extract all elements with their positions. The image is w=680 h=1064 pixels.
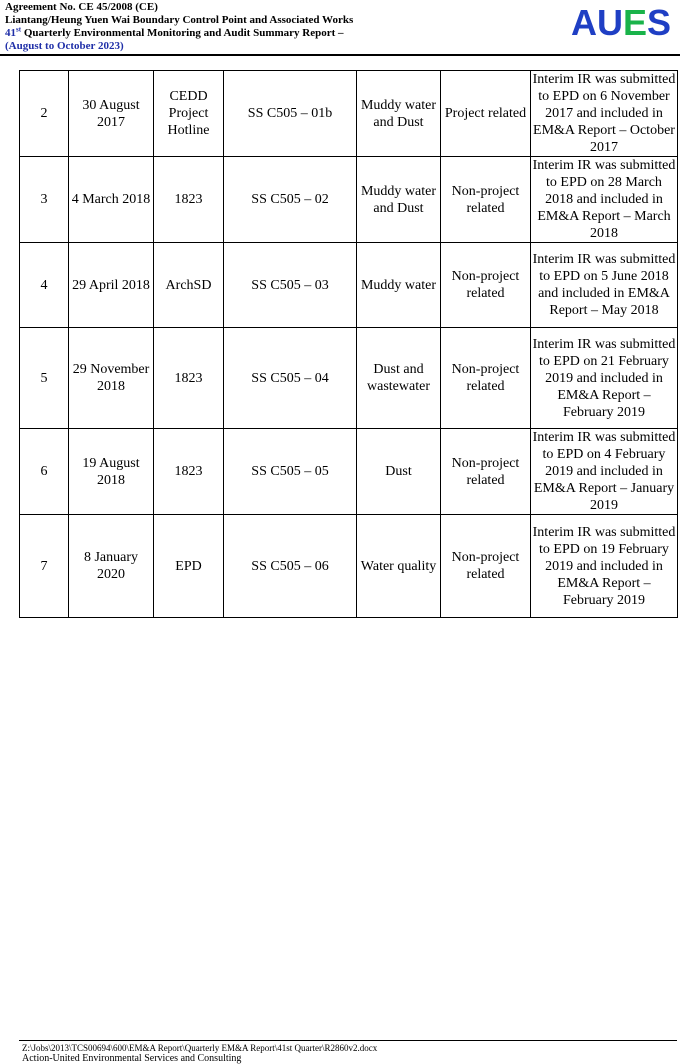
reference-cell: SS C505 – 05: [224, 429, 357, 515]
reference-cell: SS C505 – 01b: [224, 71, 357, 157]
remarks-cell: Interim IR was submitted to EPD on 21 February 2019 and included in EM&A Report – February 2019: [531, 328, 678, 429]
date-cell: 19 August 2018: [69, 429, 154, 515]
table-row: [20, 429, 678, 515]
table-row: [20, 515, 678, 618]
logo-letter-u: U: [596, 2, 623, 43]
remarks-cell: Interim IR was submitted to EPD on 4 February 2019 and included in EM&A Report – January 2019: [531, 429, 678, 515]
source-cell: 1823: [154, 429, 224, 515]
date-cell: 29 April 2018: [69, 243, 154, 328]
logo-letter-e: E: [622, 2, 647, 43]
status-cell: Non-project related: [441, 429, 531, 515]
reference-cell: SS C505 – 06: [224, 515, 357, 618]
row-number: 5: [20, 328, 69, 429]
reference-cell: SS C505 – 02: [224, 157, 357, 243]
table-row: [20, 157, 678, 243]
logo-letter-a: A: [570, 2, 597, 43]
source-cell: 1823: [154, 328, 224, 429]
report-period: (August to October 2023): [5, 40, 124, 52]
table-row: [20, 71, 678, 157]
report-title-text: Quarterly Environmental Monitoring and Audit Summary Report –: [21, 27, 344, 39]
remarks-cell: Interim IR was submitted to EPD on 19 February 2019 and included in EM&A Report – February 2019: [531, 515, 678, 618]
reference-cell: SS C505 – 04: [224, 328, 357, 429]
nature-cell: Water quality: [357, 515, 441, 618]
row-number: 4: [20, 243, 69, 328]
status-cell: Non-project related: [441, 328, 531, 429]
company-name: Action-United Environmental Services and Consulting: [22, 1053, 242, 1064]
file-path: Z:\Jobs\2013\TCS00694\600\EM&A Report\Quarterly EM&A Report\41st Quarter\R2860v2.docx: [22, 1043, 378, 1053]
nature-cell: Dust: [357, 429, 441, 515]
date-cell: 8 January 2020: [69, 515, 154, 618]
reference-cell: SS C505 – 03: [224, 243, 357, 328]
remarks-cell: Interim IR was submitted to EPD on 5 June 2018 and included in EM&A Report – May 2018: [531, 243, 678, 328]
row-number: 6: [20, 429, 69, 515]
date-cell: 29 November 2018: [69, 328, 154, 429]
status-cell: Project related: [441, 71, 531, 157]
footer-divider: [19, 1040, 677, 1041]
status-cell: Non-project related: [441, 243, 531, 328]
aues-logo: [571, 4, 671, 42]
complaint-log-table: [19, 70, 678, 618]
row-number: 7: [20, 515, 69, 618]
report-title: [5, 27, 344, 40]
date-cell: 30 August 2017: [69, 71, 154, 157]
header-divider: [0, 54, 680, 56]
table-row: [20, 328, 678, 429]
date-cell: 4 March 2018: [69, 157, 154, 243]
source-cell: ArchSD: [154, 243, 224, 328]
source-cell: CEDD Project Hotline: [154, 71, 224, 157]
nature-cell: Dust and wastewater: [357, 328, 441, 429]
project-title: Liantang/Heung Yuen Wai Boundary Control Point and Associated Works: [5, 14, 354, 26]
agreement-number: Agreement No. CE 45/2008 (CE): [5, 1, 158, 13]
table-row: [20, 243, 678, 328]
status-cell: Non-project related: [441, 157, 531, 243]
nature-cell: Muddy water and Dust: [357, 71, 441, 157]
remarks-cell: Interim IR was submitted to EPD on 6 November 2017 and included in EM&A Report – October 2017: [531, 71, 678, 157]
report-number: 41: [5, 27, 16, 39]
status-cell: Non-project related: [441, 515, 531, 618]
nature-cell: Muddy water and Dust: [357, 157, 441, 243]
page-header: [5, 0, 675, 56]
report-number-suffix: st: [16, 25, 22, 34]
remarks-cell: Interim IR was submitted to EPD on 28 March 2018 and included in EM&A Report – March 2018: [531, 157, 678, 243]
row-number: 3: [20, 157, 69, 243]
logo-letter-s: S: [646, 2, 671, 43]
nature-cell: Muddy water: [357, 243, 441, 328]
row-number: 2: [20, 71, 69, 157]
source-cell: EPD: [154, 515, 224, 618]
source-cell: 1823: [154, 157, 224, 243]
